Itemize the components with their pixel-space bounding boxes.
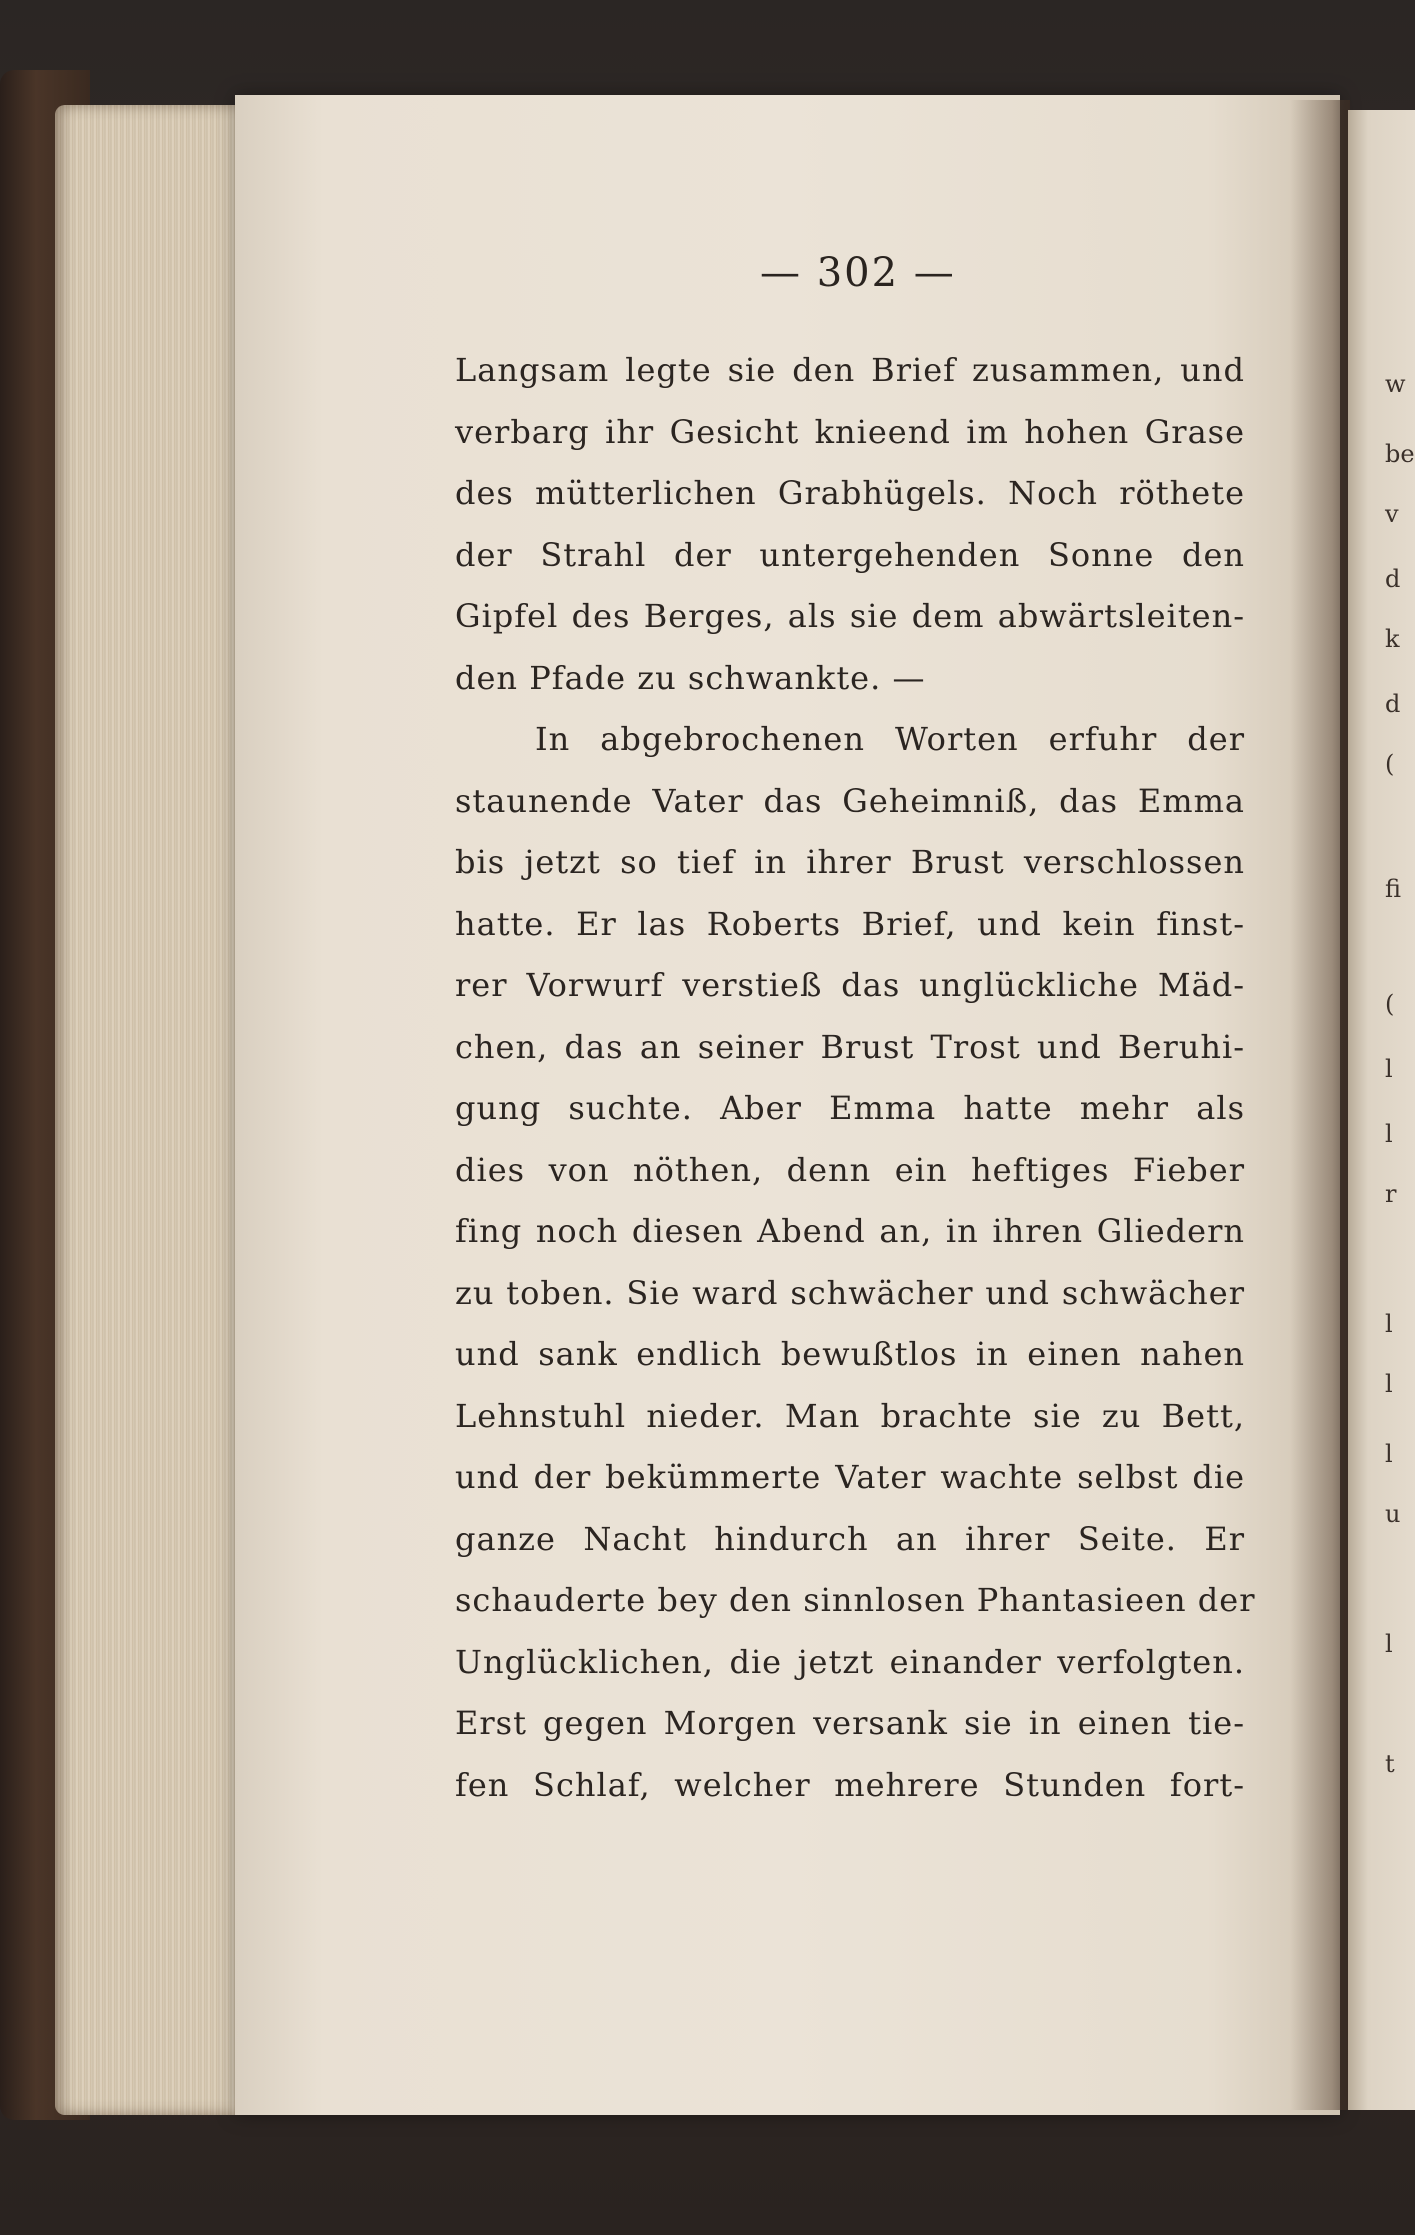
text-line: Langsam legte sie den Brief zusammen, und [455,351,1245,389]
facing-letter: v [1385,500,1399,528]
text-line: fing noch diesen Abend an, in ihren Gliedern [455,1212,1245,1250]
text-line: der Strahl der untergehenden Sonne den [455,535,1245,574]
text-line: des mütterlichen Grabhügels. Noch röthete [455,474,1245,512]
facing-letter: fi [1385,875,1402,903]
text-line: fen Schlaf, welcher mehrere Stunden fort- [455,1765,1245,1804]
book-gutter-shadow [1290,100,1350,2110]
text-line: Unglücklichen, die jetzt einander verfolgten. [455,1642,1245,1681]
facing-letter: d [1385,690,1401,718]
facing-letter: l [1385,1120,1393,1148]
facing-letter: u [1385,1500,1401,1528]
text-line: chen, das an seiner Brust Trost und Beruhi- [455,1027,1245,1066]
text-line: dies von nöthen, denn ein heftiges Fieber [455,1150,1245,1189]
facing-letter: l [1385,1440,1393,1468]
facing-letter: t [1385,1750,1395,1778]
text-line: den Pfade zu schwankte. — [455,658,926,697]
facing-page [1348,110,1415,2110]
text-line: gung suchte. Aber Emma hatte mehr als [455,1089,1245,1127]
facing-letter: d [1385,565,1401,593]
text-line: In abgebrochenen Worten erfuhr der [535,720,1245,758]
text-line: hatte. Er las Roberts Brief, und kein finst- [455,904,1245,943]
page-body-text [455,340,1256,1816]
text-line: und der bekümmerte Vater wachte selbst die [455,1458,1245,1496]
text-line: ganze Nacht hindurch an ihrer Seite. Er [455,1519,1245,1558]
text-line: und sank endlich bewußtlos in einen nahen [455,1335,1245,1373]
facing-letter: ( [1385,990,1395,1018]
facing-letter: ( [1385,750,1395,778]
facing-letter: l [1385,1310,1393,1338]
facing-letter: l [1385,1370,1393,1398]
text-line: Lehnstuhl nieder. Man brachte sie zu Bett, [455,1396,1245,1435]
text-line: staunende Vater das Geheimniß, das Emma [455,781,1245,820]
text-line: verbarg ihr Gesicht knieend im hohen Grase [455,412,1245,451]
text-line: Erst gegen Morgen versank sie in einen tie- [455,1704,1245,1742]
facing-letter: k [1385,625,1400,653]
text-line: rer Vorwurf verstieß das unglückliche Mäd- [455,966,1245,1004]
facing-letter: l [1385,1630,1393,1658]
facing-letter: be [1385,440,1415,468]
text-line: schauderte bey den sinnlosen Phantasieen der [455,1581,1256,1619]
text-line: bis jetzt so tief in ihrer Brust verschlossen [455,843,1245,881]
facing-letter: w [1385,370,1406,398]
text-line: Gipfel des Berges, als sie dem abwärtsleiten- [455,597,1245,635]
text-line: zu toben. Sie ward schwächer und schwächer [455,1273,1245,1312]
page-number: — 302 — [760,250,956,296]
facing-letter: r [1385,1180,1397,1208]
facing-letter: l [1385,1055,1393,1083]
page-stack-edge [55,105,255,2115]
